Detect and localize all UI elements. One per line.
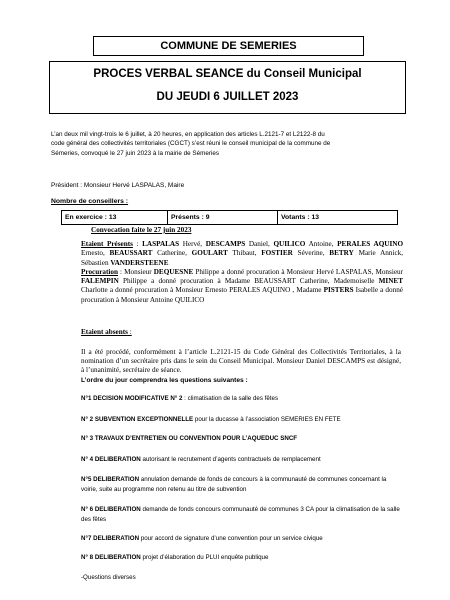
member-name: LASPALAS [142, 240, 180, 248]
nombre-conseillers-label: Nombre de conseillers : [51, 198, 129, 205]
intro-paragraph [51, 130, 401, 158]
member-name: VANDERSTEENE [110, 258, 169, 267]
member-name: PERALES AQUINO [337, 240, 404, 248]
procuration-label: Procuration [81, 267, 118, 276]
agenda-item: N° 2 SUBVENTION EXCEPTIONNELLE pour la ducasse à l’association SEMERIES EN FETE [81, 416, 341, 423]
procedure-paragraph: Il a été procédé, conformément à l’article L.2121-15 du Code Général des Collectivités Territoriales, à la nomination d’un secrétaire pris dans le sein du Conseil Municipal. Monsieur Daniel DESCAMPS est désigné, à l’unanimité, secrétaire de séance. [81, 348, 401, 375]
member-name: GOULART [191, 249, 228, 258]
agenda-item: N°1 DECISION MODIFICATIVE N° 2 : climatisation de la salle des fêtes [81, 395, 279, 402]
count-exercice: En exercice : 13 [65, 214, 117, 221]
intro-line: L’an deux mil vingt-trois le 6 juillet, à 20 heures, en application des articles L.2121-7 et L2122-8 du [51, 131, 325, 138]
member-name: BEAUSSART [109, 249, 153, 258]
agenda-item: N° 6 DELIBERATION demande de fonds concours communauté de communes 3 CA pour la climatisation de la salle des fêtes [81, 506, 400, 523]
commune-title: COMMUNE DE SEMERIES [160, 40, 297, 52]
intro-line: Sémeries, convoqué le 27 juin 2023 à la mairie de Sémeries [51, 149, 220, 157]
absents-label: Etaient absents [81, 328, 128, 336]
absents-heading: Etaient absents : [81, 328, 132, 336]
presents-paragraph: Etaient Présents : LASPALAS Hervé, DESCAMPS Daniel, QUILICO Antoine, PERALES AQUINO Ernesto, BEAUSSART Catherine, GOULART Thibaut, FOSTIER Séverine, BETRY Marie Annick, Sébastien VANDERSTEENE [81, 240, 404, 267]
commune-title-box [93, 36, 364, 56]
count-votants: Votants : 13 [277, 211, 397, 224]
title-box [49, 61, 406, 114]
agenda-item: N° 8 DELIBERATION projet d’élaboration du PLUI enquête publique [81, 554, 269, 561]
agenda-item: N°5 DELIBERATION annulation demande de fonds de concours à la communauté de communes concernant la voirie, suite au programme non retenu au titre de subvention [81, 476, 387, 493]
agenda-item: N° 4 DELIBERATION autorisant le recrutement d’agents contractuels de remplacement [81, 456, 321, 463]
member-name: QUILICO [273, 240, 306, 248]
attendance-block [81, 240, 403, 305]
document-date: DU JEUDI 6 JUILLET 2023 [156, 91, 299, 103]
member-name: FOSTIER [261, 249, 293, 258]
intro-line: code général des collectivités territoriales (CGCT) s’est réuni le conseil municipal de la commune de [51, 140, 331, 148]
document-title: PROCES VERBAL SEANCE du Conseil Municipal [93, 68, 362, 80]
agenda-item: N°7 DELIBERATION pour accord de signature d’une convention pour un service civique [81, 535, 323, 542]
president-line: Président : Monsieur Hervé LASPALAS, Maire [51, 182, 185, 189]
presents-label: Etaient Présents [81, 240, 133, 248]
procuration-paragraph: Procuration : Monsieur DEQUESNE Philippe a donné procuration à Monsieur Hervé LASPALAS, Monsieur FALEMPIN Philippe a donné procuration à Madame BEAUSSART Catherine, Mademoiselle MINET Charlotte a donné procuration à Monsieur Ernesto PERALES AQUINO , Madame PISTERS Isabelle a donné procuration à Monsieur Antoine QUILICO [81, 267, 403, 304]
agenda-item-questions-diverses: -Questions diverses [81, 574, 136, 581]
member-name: BETRY [329, 249, 354, 258]
member-name: DESCAMPS [205, 240, 246, 248]
convocation-date: Convocation faite le 27 juin 2023 [91, 226, 192, 234]
agenda-item: N° 3 TRAVAUX D’ENTRETIEN OU CONVENTION POUR L’AQUEDUC SNCF [81, 435, 298, 442]
count-presents: Présents : 9 [167, 211, 277, 224]
counts-table [61, 210, 398, 225]
agenda-heading: L’ordre du jour comprendra les questions suivantes : [81, 377, 248, 384]
